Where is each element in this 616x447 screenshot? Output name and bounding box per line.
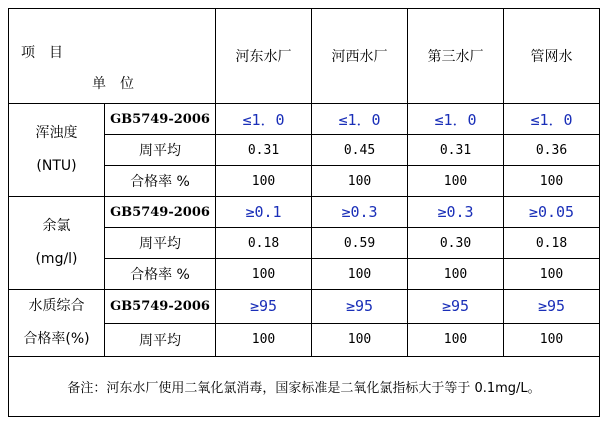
chlorine-standard-row bbox=[9, 197, 600, 228]
value-cell: 100 bbox=[504, 323, 600, 357]
overall-category-cell bbox=[9, 290, 105, 357]
row-label: 合格率 % bbox=[105, 166, 216, 197]
turbidity-unit: (NTU) bbox=[36, 158, 77, 174]
value-cell: 0.45 bbox=[312, 135, 408, 166]
chlorine-unit: (mg/l) bbox=[35, 251, 78, 267]
value-cell: 0.36 bbox=[504, 135, 600, 166]
value-cell: 100 bbox=[408, 323, 504, 357]
column-header-guanwang: 管网水 bbox=[504, 9, 600, 104]
header-unit-label: 单 位 bbox=[92, 76, 134, 92]
value-cell: 100 bbox=[312, 259, 408, 290]
column-header-hexi: 河西水厂 bbox=[312, 9, 408, 104]
standard-label: GB5749-2006 bbox=[105, 197, 216, 228]
standard-limit: ≤1．0 bbox=[312, 104, 408, 135]
value-cell: 100 bbox=[216, 259, 312, 290]
note-text: 备注：河东水厂使用二氧化氯消毒，国家标准是二氧化氯指标大于等于 0.1mg/L。 bbox=[9, 357, 600, 417]
value-cell: 0.18 bbox=[504, 228, 600, 259]
overall-standard-row bbox=[9, 290, 600, 324]
standard-limit: ≤1．0 bbox=[408, 104, 504, 135]
water-quality-table bbox=[8, 8, 600, 417]
header-row bbox=[9, 9, 600, 104]
standard-label: GB5749-2006 bbox=[105, 104, 216, 135]
value-cell: 100 bbox=[504, 166, 600, 197]
overall-name: 水质综合 bbox=[28, 298, 85, 314]
standard-limit: ≤1．0 bbox=[504, 104, 600, 135]
value-cell: 0.31 bbox=[216, 135, 312, 166]
standard-limit: ≥0.1 bbox=[216, 197, 312, 228]
row-label: 合格率 % bbox=[105, 259, 216, 290]
row-label: 周平均 bbox=[105, 135, 216, 166]
column-header-disan: 第三水厂 bbox=[408, 9, 504, 104]
value-cell: 0.30 bbox=[408, 228, 504, 259]
standard-limit: ≥95 bbox=[312, 290, 408, 324]
value-cell: 100 bbox=[312, 323, 408, 357]
overall-unit: 合格率(%) bbox=[23, 331, 90, 347]
chlorine-category-cell bbox=[9, 197, 105, 290]
standard-limit: ≥0.3 bbox=[408, 197, 504, 228]
value-cell: 100 bbox=[408, 166, 504, 197]
value-cell: 0.59 bbox=[312, 228, 408, 259]
column-header-hedong: 河东水厂 bbox=[216, 9, 312, 104]
value-cell: 100 bbox=[504, 259, 600, 290]
turbidity-category-cell bbox=[9, 104, 105, 197]
standard-limit: ≥95 bbox=[216, 290, 312, 324]
header-item-label: 项 目 bbox=[21, 45, 63, 61]
value-cell: 100 bbox=[408, 259, 504, 290]
standard-label: GB5749-2006 bbox=[105, 290, 216, 324]
header-item-unit-cell bbox=[9, 9, 216, 104]
turbidity-standard-row bbox=[9, 104, 600, 135]
standard-limit: ≥95 bbox=[408, 290, 504, 324]
row-label: 周平均 bbox=[105, 228, 216, 259]
row-label: 周平均 bbox=[105, 323, 216, 357]
standard-limit: ≤1．0 bbox=[216, 104, 312, 135]
value-cell: 100 bbox=[216, 166, 312, 197]
standard-limit: ≥95 bbox=[504, 290, 600, 324]
chlorine-name: 余氯 bbox=[42, 218, 71, 234]
standard-limit: ≥0.3 bbox=[312, 197, 408, 228]
turbidity-name: 浑浊度 bbox=[35, 125, 78, 141]
note-row bbox=[9, 357, 600, 417]
value-cell: 100 bbox=[216, 323, 312, 357]
value-cell: 100 bbox=[312, 166, 408, 197]
value-cell: 0.31 bbox=[408, 135, 504, 166]
standard-limit: ≥0.05 bbox=[504, 197, 600, 228]
value-cell: 0.18 bbox=[216, 228, 312, 259]
